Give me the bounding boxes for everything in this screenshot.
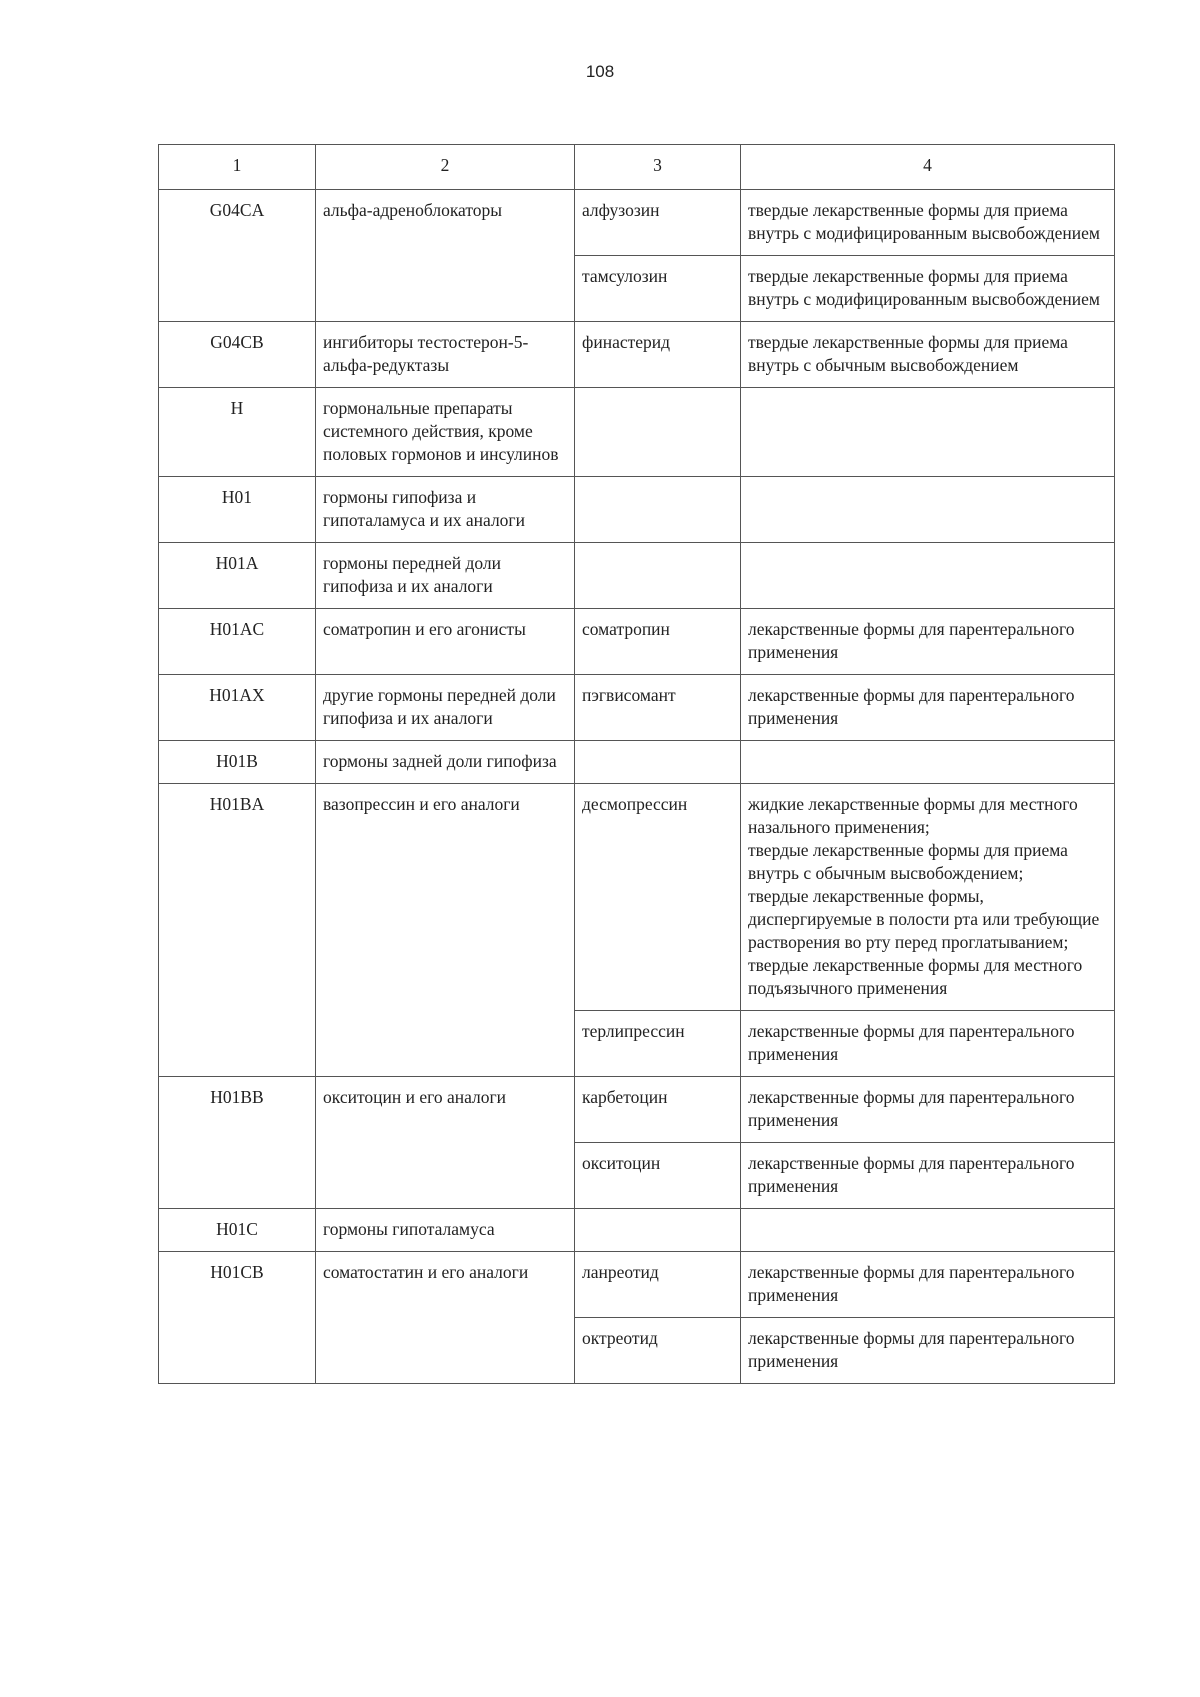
- drug-name-cell: финастерид: [575, 322, 741, 388]
- drug-name-cell: октреотид: [575, 1318, 741, 1384]
- dosage-form-text: твердые лекарственные формы для приема внутрь с обычным высвобождением: [748, 332, 1068, 375]
- drug-name-cell: алфузозин: [575, 190, 741, 256]
- atc-code-cell: G04CA: [159, 190, 316, 322]
- drug-table: [158, 144, 1115, 1384]
- dosage-forms-cell: [741, 388, 1115, 477]
- table-row: [159, 609, 1115, 675]
- atc-code-cell: H01BB: [159, 1077, 316, 1209]
- dosage-forms-cell: [741, 1011, 1115, 1077]
- table-row: [159, 1252, 1115, 1318]
- header-row: [159, 145, 1115, 190]
- anatomical-group-cell: гормоны гипофиза и гипоталамуса и их аналоги: [316, 477, 575, 543]
- page-number: 108: [585, 62, 615, 81]
- dosage-forms-cell: [741, 1318, 1115, 1384]
- drug-name-cell: [575, 388, 741, 477]
- anatomical-group-cell: гормональные препараты системного действия, кроме половых гормонов и инсулинов: [316, 388, 575, 477]
- atc-code-cell: H01BA: [159, 784, 316, 1077]
- dosage-form-text: лекарственные формы для парентерального применения: [748, 1021, 1075, 1064]
- anatomical-group-cell: соматропин и его агонисты: [316, 609, 575, 675]
- anatomical-group-cell: альфа-адреноблокаторы: [316, 190, 575, 322]
- table-row: [159, 477, 1115, 543]
- header-cell: 2: [316, 145, 575, 190]
- drug-name-cell: соматропин: [575, 609, 741, 675]
- dosage-forms-cell: [741, 741, 1115, 784]
- table-row: [159, 388, 1115, 477]
- atc-code-cell: H01C: [159, 1209, 316, 1252]
- drug-name-cell: [575, 543, 741, 609]
- atc-code-cell: H01AC: [159, 609, 316, 675]
- drug-name-cell: тамсулозин: [575, 256, 741, 322]
- drug-name-cell: терлипрессин: [575, 1011, 741, 1077]
- drug-name-cell: карбетоцин: [575, 1077, 741, 1143]
- dosage-forms-cell: [741, 675, 1115, 741]
- dosage-forms-cell: [741, 190, 1115, 256]
- dosage-form-text: твердые лекарственные формы для приема внутрь с модифицированным высвобождением: [748, 266, 1100, 309]
- table-row: [159, 322, 1115, 388]
- table-row: [159, 741, 1115, 784]
- table-row: [159, 784, 1115, 1011]
- table-body: [159, 190, 1115, 1384]
- anatomical-group-cell: ингибиторы тестостерон-5-альфа-редуктазы: [316, 322, 575, 388]
- dosage-forms-cell: [741, 477, 1115, 543]
- dosage-forms-cell: [741, 784, 1115, 1011]
- dosage-form-text: лекарственные формы для парентерального применения: [748, 1262, 1075, 1305]
- table-row: [159, 675, 1115, 741]
- dosage-form-text: лекарственные формы для парентерального применения: [748, 685, 1075, 728]
- header-cell: 1: [159, 145, 316, 190]
- table-row: [159, 1209, 1115, 1252]
- dosage-forms-cell: [741, 543, 1115, 609]
- drug-name-cell: ланреотид: [575, 1252, 741, 1318]
- anatomical-group-cell: гормоны задней доли гипофиза: [316, 741, 575, 784]
- dosage-forms-cell: [741, 1077, 1115, 1143]
- dosage-form-text: лекарственные формы для парентерального применения: [748, 1328, 1075, 1371]
- anatomical-group-cell: гормоны передней доли гипофиза и их аналоги: [316, 543, 575, 609]
- dosage-forms-cell: [741, 1209, 1115, 1252]
- dosage-form-text: твердые лекарственные формы для приема внутрь с модифицированным высвобождением: [748, 200, 1100, 243]
- atc-code-cell: H01: [159, 477, 316, 543]
- atc-code-cell: H01CB: [159, 1252, 316, 1384]
- drug-name-cell: [575, 741, 741, 784]
- table-row: [159, 543, 1115, 609]
- atc-code-cell: H01A: [159, 543, 316, 609]
- dosage-forms-cell: [741, 609, 1115, 675]
- atc-code-cell: H01B: [159, 741, 316, 784]
- drug-name-cell: [575, 477, 741, 543]
- drug-name-cell: [575, 1209, 741, 1252]
- header-cell: 3: [575, 145, 741, 190]
- dosage-form-text: жидкие лекарственные формы для местного назального применения;: [748, 794, 1078, 837]
- drug-name-cell: окситоцин: [575, 1143, 741, 1209]
- dosage-form-text: лекарственные формы для парентерального применения: [748, 1153, 1075, 1196]
- drug-name-cell: десмопрессин: [575, 784, 741, 1011]
- table-row: [159, 190, 1115, 256]
- dosage-form-text: лекарственные формы для парентерального применения: [748, 619, 1075, 662]
- anatomical-group-cell: вазопрессин и его аналоги: [316, 784, 575, 1077]
- anatomical-group-cell: окситоцин и его аналоги: [316, 1077, 575, 1209]
- dosage-form-text: твердые лекарственные формы, диспергируемые в полости рта или требующие растворения во рту перед проглатыванием;: [748, 886, 1100, 952]
- anatomical-group-cell: другие гормоны передней доли гипофиза и их аналоги: [316, 675, 575, 741]
- anatomical-group-cell: гормоны гипоталамуса: [316, 1209, 575, 1252]
- dosage-form-text: лекарственные формы для парентерального применения: [748, 1087, 1075, 1130]
- table-row: [159, 1077, 1115, 1143]
- anatomical-group-cell: соматостатин и его аналоги: [316, 1252, 575, 1384]
- atc-code-cell: G04CB: [159, 322, 316, 388]
- dosage-forms-cell: [741, 256, 1115, 322]
- dosage-forms-cell: [741, 322, 1115, 388]
- atc-code-cell: H: [159, 388, 316, 477]
- atc-code-cell: H01AX: [159, 675, 316, 741]
- dosage-forms-cell: [741, 1143, 1115, 1209]
- drug-name-cell: пэгвисомант: [575, 675, 741, 741]
- dosage-form-text: твердые лекарственные формы для приема внутрь с обычным высвобождением;: [748, 840, 1068, 883]
- dosage-form-text: твердые лекарственные формы для местного подъязычного применения: [748, 955, 1083, 998]
- dosage-forms-cell: [741, 1252, 1115, 1318]
- header-cell: 4: [741, 145, 1115, 190]
